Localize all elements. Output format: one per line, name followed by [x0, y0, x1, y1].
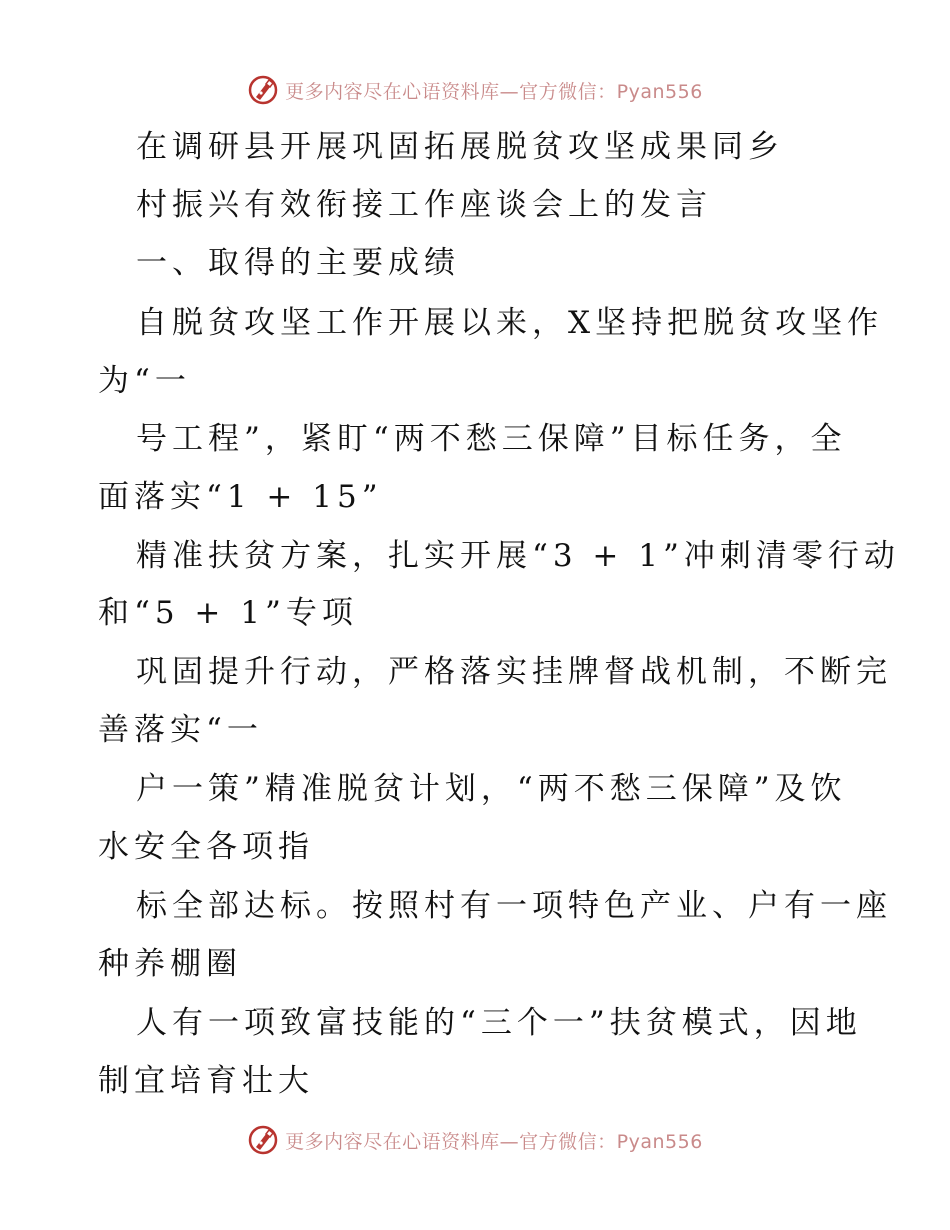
- paragraph-line: 人有一项致富技能的“三个一”扶贫模式，因地: [136, 1005, 862, 1041]
- section-heading: 一、取得的主要成绩: [136, 245, 460, 281]
- paragraph-line: 巩固提升行动，严格落实挂牌督战机制，不断完: [136, 654, 892, 690]
- paragraph-line: 为“一: [98, 363, 191, 399]
- paragraph-line: 精准扶贫方案，扎实开展“3 + 1”冲刺清零行动: [136, 538, 900, 574]
- paragraph-line: 和“5 + 1”专项: [98, 595, 358, 631]
- paragraph-line: 户一策”精准脱贫计划，“两不愁三保障”及饮: [136, 771, 847, 807]
- header-banner-text: 更多内容尽在心语资料库—官方微信：Pyan556: [285, 80, 703, 103]
- paragraph-line: 水安全各项指: [98, 829, 314, 865]
- paragraph-line: 自脱贫攻坚工作开展以来，X坚持把脱贫攻坚作: [136, 305, 884, 341]
- pen-nib-logo-icon: [247, 74, 279, 106]
- pen-nib-logo-icon: [247, 1124, 279, 1156]
- header-banner: [0, 72, 950, 108]
- paragraph-line: 号工程”，紧盯“两不愁三保障”目标任务，全: [136, 421, 847, 457]
- footer-banner: [0, 1122, 950, 1158]
- doc-title-line-1: 在调研县开展巩固拓展脱贫攻坚成果同乡: [136, 129, 784, 165]
- paragraph-line: 标全部达标。按照村有一项特色产业、户有一座: [136, 888, 892, 924]
- paragraph-line: 面落实“1 + 15”: [98, 479, 383, 515]
- paragraph-line: 制宜培育壮大: [98, 1063, 314, 1099]
- paragraph-line: 种养棚圈: [98, 946, 242, 982]
- paragraph-line: 善落实“一: [98, 712, 263, 748]
- doc-title-line-2: 村振兴有效衔接工作座谈会上的发言: [136, 187, 712, 223]
- footer-banner-text: 更多内容尽在心语资料库—官方微信：Pyan556: [285, 1130, 703, 1153]
